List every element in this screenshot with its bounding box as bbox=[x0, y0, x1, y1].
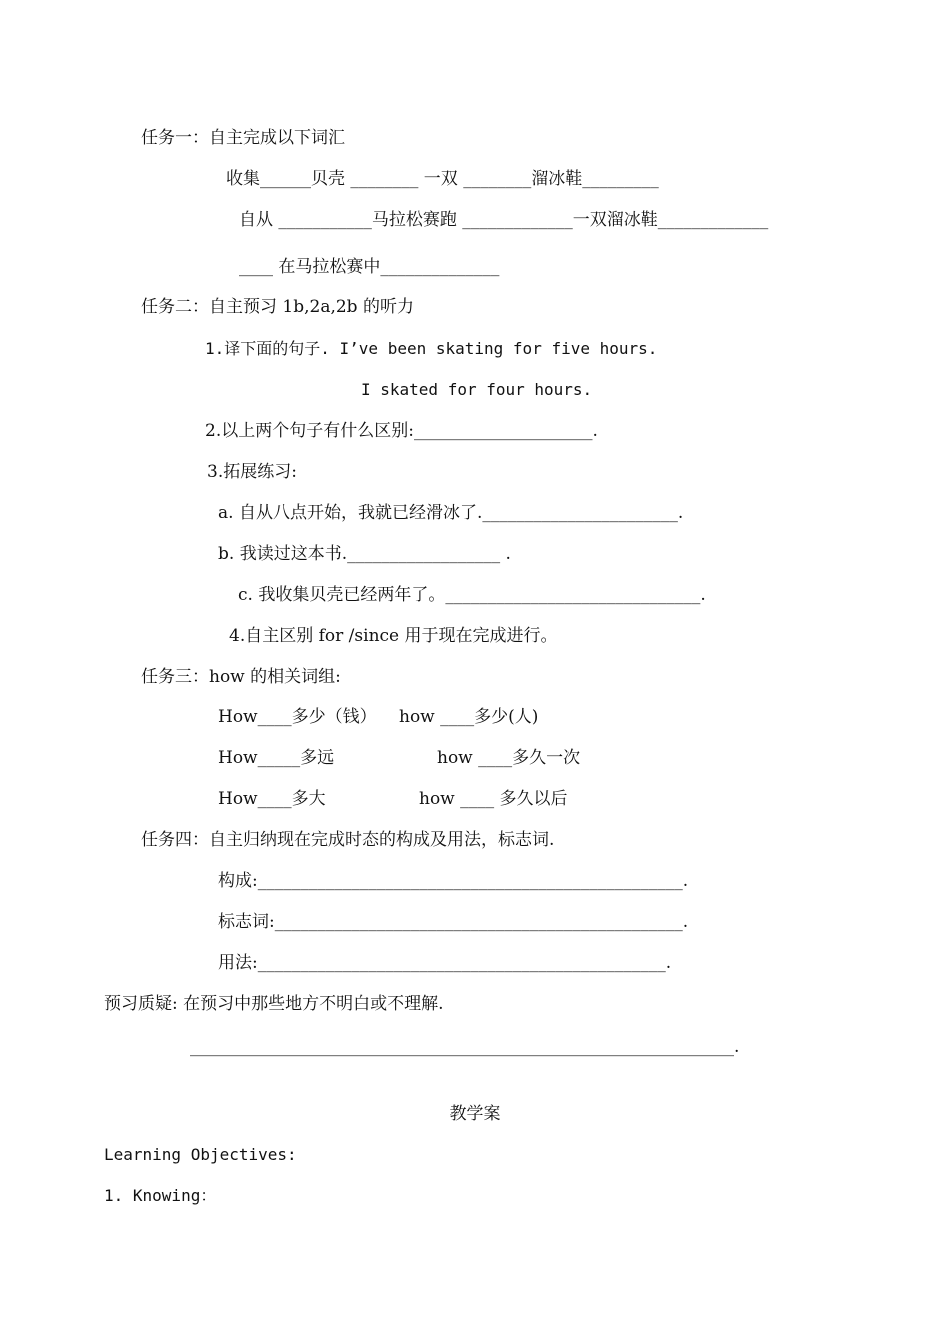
task1-heading: 任务一：自主完成以下词汇 bbox=[141, 128, 345, 148]
preview-questions-blank: ________________________________________________________________. bbox=[190, 1037, 740, 1057]
preview-questions-heading: 预习质疑: 在预习中那些地方不明白或不理解. bbox=[104, 994, 444, 1014]
task3-heading: 任务三：how 的相关词组: bbox=[141, 667, 341, 687]
task2-item-3: 3.拓展练习: bbox=[207, 462, 297, 482]
task2-item-1-sentence-a: 1.译下面的句子. I’ve been skating for five hours. bbox=[205, 339, 658, 358]
learning-objectives-heading: Learning Objectives: bbox=[104, 1145, 297, 1164]
task2-item-1-sentence-b: I skated for four hours. bbox=[361, 380, 593, 399]
task1-vocab-row-3: ____ 在马拉松赛中______________ bbox=[239, 257, 500, 277]
task3-phrase-row-3-left: How____多大 bbox=[218, 789, 326, 809]
task4-usage-line: 用法:________________________________________________. bbox=[218, 953, 672, 973]
task2-item-3a: a. 自从八点开始，我就已经滑冰了._______________________. bbox=[218, 503, 684, 523]
task3-phrase-row-1-right: how ____多少(人) bbox=[399, 707, 539, 727]
task2-item-4: 4.自主区别 for /since 用于现在完成进行。 bbox=[229, 626, 558, 646]
task2-item-3b: b. 我读过这本书.__________________ . bbox=[218, 544, 511, 564]
task3-phrase-row-1-left: How____多少（钱） bbox=[218, 707, 377, 727]
task3-phrase-row-2-left: How_____多远 bbox=[218, 748, 335, 768]
task2-heading: 任务二：自主预习 1b,2a,2b 的听力 bbox=[141, 297, 414, 317]
lesson-plan-title: 教学案 bbox=[449, 1104, 501, 1124]
task4-heading: 任务四：自主归纳现在完成时态的构成及用法，标志词. bbox=[141, 830, 555, 850]
task2-item-2: 2.以上两个句子有什么区别:_____________________. bbox=[205, 421, 598, 441]
task4-signal-words-line: 标志词:________________________________________________. bbox=[218, 912, 689, 932]
task1-vocab-row-1: 收集______贝壳 ________ 一双 ________溜冰鞋_________ bbox=[226, 169, 659, 189]
task3-phrase-row-2-right: how ____多久一次 bbox=[437, 748, 581, 768]
task4-structure-line: 构成:__________________________________________________. bbox=[218, 871, 689, 891]
task2-item-3c: c. 我收集贝壳已经两年了。______________________________. bbox=[238, 585, 706, 605]
task1-vocab-row-2: 自从 ___________马拉松赛跑 _____________一双溜冰鞋_____________ bbox=[239, 210, 769, 230]
objective-item-1: 1. Knowing： bbox=[104, 1186, 217, 1205]
task3-phrase-row-3-right: how ____ 多久以后 bbox=[419, 789, 568, 809]
